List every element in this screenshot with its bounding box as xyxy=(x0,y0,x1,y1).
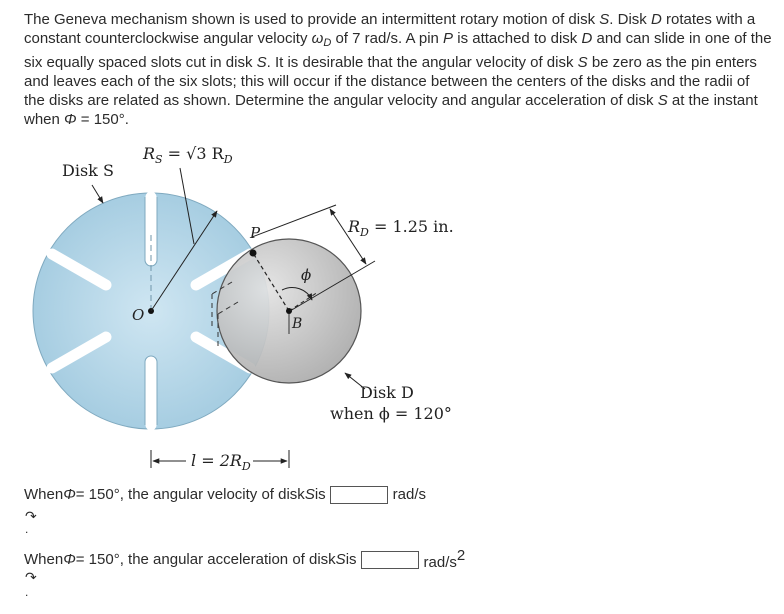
separator-dot-2: . xyxy=(25,585,29,599)
center-b xyxy=(286,308,292,314)
disk-d-label: Disk D xyxy=(360,383,414,402)
angular-velocity-unit: rad/s xyxy=(392,486,427,503)
angular-acceleration-unit: rad/$s^2$ xyxy=(423,547,466,571)
center-o-label: O xyxy=(132,306,145,324)
disk-s-label: Disk S xyxy=(62,161,114,180)
angular-acceleration-input[interactable] xyxy=(361,551,419,569)
separator-dot: . xyxy=(25,522,29,536)
question-angular-velocity: When Φ = 150°, the angular velocity of disk S is rad/s xyxy=(24,486,427,503)
problem-statement: The Geneva mechanism shown is used to provide an intermittent rotary motion of disk S. Disk D rotates with a constant counterclockwise angular velocity $\omega_D$ of 7 rad/s. A pin P is attached to disk D and can slide in one of the six equally spaced slots cut in disk S. It is desirable that the angular velocity of disk S be zero as the pin enters and leaves each of the six slots; this will occur if the distance between the centers of the disks and the radii of the disks are related as shown. Determine the angular velocity and angular acceleration of disk S at the instant when Φ = 150°. xyxy=(24,11,772,128)
rotation-direction-icon[interactable]: ↷ xyxy=(25,508,37,524)
phi-label: ϕ xyxy=(301,266,312,284)
rotation-direction-icon-2[interactable]: ↷ xyxy=(25,569,37,585)
angular-velocity-input[interactable] xyxy=(330,486,388,504)
rs-label: $R_S = √3$ $R_D$ xyxy=(143,144,233,166)
pin-p-label: P xyxy=(250,224,261,242)
center-b-label: B xyxy=(292,316,303,332)
rd-label: $R_D = 1.25$ in. xyxy=(348,217,454,239)
disk-d-when: when ϕ = 120° xyxy=(330,404,452,423)
l-label: $l = 2R_D$ xyxy=(191,451,251,473)
question-angular-acceleration: When Φ = 150°, the angular acceleration of disk S is rad/$s^2$ xyxy=(24,547,466,571)
pin-p xyxy=(250,250,257,257)
